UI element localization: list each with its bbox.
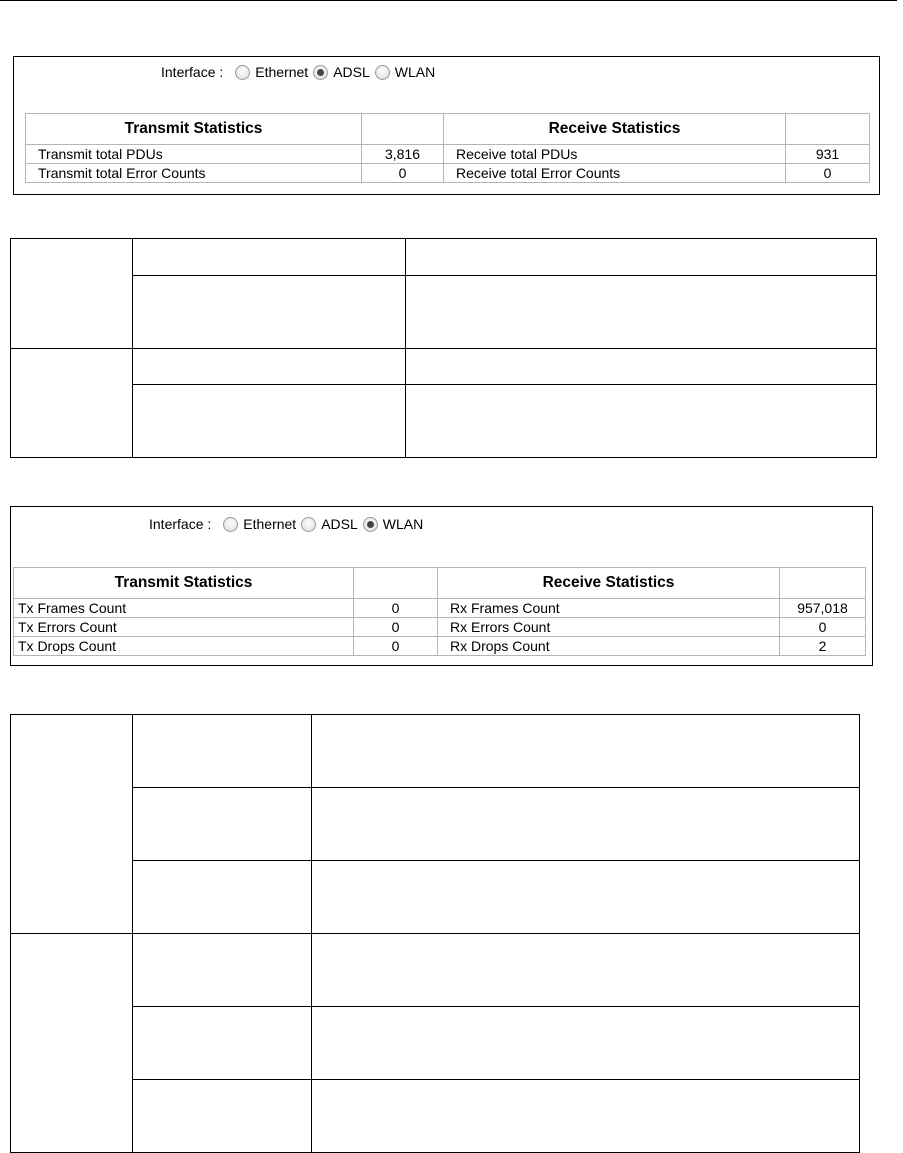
field-cell xyxy=(133,239,406,276)
category-cell xyxy=(11,349,133,458)
table-row xyxy=(11,861,860,934)
rx-value: 931 xyxy=(786,145,870,164)
description-cell xyxy=(312,788,860,861)
table-row xyxy=(26,164,870,183)
wlan-option-label[interactable]: WLAN xyxy=(382,516,424,532)
table-row xyxy=(26,145,870,164)
wlan-description-table xyxy=(10,714,860,1153)
wlan-radio[interactable] xyxy=(363,517,378,532)
interface-selector xyxy=(161,63,440,81)
ethernet-option-label[interactable]: Ethernet xyxy=(255,64,309,80)
table-row xyxy=(14,599,866,618)
rx-label: Receive total PDUs xyxy=(444,145,786,164)
adsl-statistics-panel xyxy=(13,56,880,195)
wlan-option-label[interactable]: WLAN xyxy=(394,64,436,80)
description-cell xyxy=(312,1007,860,1080)
tx-label: Tx Errors Count xyxy=(14,618,354,637)
rx-value: 0 xyxy=(786,164,870,183)
table-row xyxy=(14,618,866,637)
tx-label: Transmit total Error Counts xyxy=(26,164,362,183)
tx-value: 3,816 xyxy=(362,145,444,164)
tx-label: Transmit total PDUs xyxy=(26,145,362,164)
adsl-radio[interactable] xyxy=(313,65,328,80)
tx-label: Tx Frames Count xyxy=(14,599,354,618)
transmit-value-header xyxy=(362,114,444,145)
table-row xyxy=(14,637,866,656)
receive-value-header xyxy=(786,114,870,145)
table-row xyxy=(11,349,877,385)
field-cell xyxy=(133,788,312,861)
tx-value: 0 xyxy=(354,618,438,637)
table-row xyxy=(11,239,877,276)
adsl-option-label[interactable]: ADSL xyxy=(333,64,370,80)
transmit-value-header xyxy=(354,568,438,599)
description-cell xyxy=(312,715,860,788)
field-cell xyxy=(133,385,406,458)
field-cell xyxy=(133,934,312,1007)
table-row xyxy=(11,715,860,788)
wlan-stats-table xyxy=(13,567,866,656)
field-cell xyxy=(133,715,312,788)
tx-value: 0 xyxy=(354,599,438,618)
interface-label: Interface : xyxy=(149,516,212,532)
category-cell xyxy=(11,934,133,1153)
adsl-stats-table xyxy=(25,113,870,183)
rx-value: 2 xyxy=(780,637,866,656)
field-cell xyxy=(133,1080,312,1153)
adsl-radio[interactable] xyxy=(301,517,316,532)
rx-value: 0 xyxy=(780,618,866,637)
rx-label: Rx Errors Count xyxy=(438,618,780,637)
category-cell xyxy=(11,715,133,934)
tx-value: 0 xyxy=(354,637,438,656)
field-cell xyxy=(133,1007,312,1080)
description-cell xyxy=(312,934,860,1007)
rx-label: Rx Frames Count xyxy=(438,599,780,618)
tx-value: 0 xyxy=(362,164,444,183)
receive-statistics-header: Receive Statistics xyxy=(444,114,786,145)
table-row xyxy=(11,385,877,458)
ethernet-radio[interactable] xyxy=(235,65,250,80)
table-row xyxy=(11,788,860,861)
table-header-row xyxy=(26,114,870,145)
rx-label: Receive total Error Counts xyxy=(444,164,786,183)
adsl-option-label[interactable]: ADSL xyxy=(321,516,358,532)
table-row xyxy=(11,1080,860,1153)
description-cell xyxy=(406,276,877,349)
rx-value: 957,018 xyxy=(780,599,866,618)
description-cell xyxy=(312,861,860,934)
description-cell xyxy=(406,385,877,458)
description-cell xyxy=(406,239,877,276)
wlan-radio[interactable] xyxy=(375,65,390,80)
field-cell xyxy=(133,349,406,385)
table-header-row xyxy=(14,568,866,599)
transmit-statistics-header: Transmit Statistics xyxy=(26,114,362,145)
field-cell xyxy=(133,276,406,349)
description-cell xyxy=(406,349,877,385)
table-row xyxy=(11,276,877,349)
field-cell xyxy=(133,861,312,934)
ethernet-option-label[interactable]: Ethernet xyxy=(243,516,297,532)
ethernet-radio[interactable] xyxy=(223,517,238,532)
interface-selector xyxy=(149,515,428,533)
transmit-statistics-header: Transmit Statistics xyxy=(14,568,354,599)
interface-label: Interface : xyxy=(161,64,224,80)
page-top-rule xyxy=(0,0,897,1)
rx-label: Rx Drops Count xyxy=(438,637,780,656)
category-cell xyxy=(11,239,133,349)
wlan-statistics-panel xyxy=(10,506,873,666)
tx-label: Tx Drops Count xyxy=(14,637,354,656)
adsl-description-table xyxy=(10,238,877,458)
receive-statistics-header: Receive Statistics xyxy=(438,568,780,599)
description-cell xyxy=(312,1080,860,1153)
table-row xyxy=(11,934,860,1007)
table-row xyxy=(11,1007,860,1080)
receive-value-header xyxy=(780,568,866,599)
